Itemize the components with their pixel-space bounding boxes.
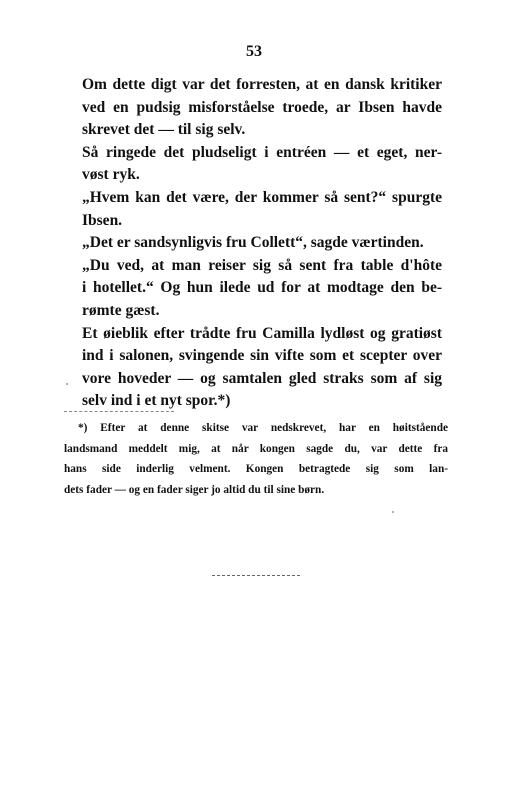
text-line: ved en pudsig misforståelse troede, ar Ibsen havde bbox=[82, 98, 442, 116]
text-line: „Du ved, at man reiser sig så sent fra table d'hôte bbox=[82, 256, 442, 274]
text-line: ind i salonen, svingende sin vifte som et scepter over bbox=[82, 347, 442, 365]
paragraph bbox=[64, 187, 442, 232]
text-line: selv ind i et nyt spor.*) bbox=[82, 392, 231, 410]
footnote-line: hans side inderlig velment. Kongen betragtede sig som lan- bbox=[64, 463, 448, 475]
end-ornament-rule bbox=[212, 575, 300, 576]
body-text bbox=[64, 74, 442, 413]
text-line: „Det er sandsynligvis fru Collett“, sagde værtinden. bbox=[82, 234, 424, 252]
text-line: „Hvem kan det være, der kommer så sent?“ spurgte bbox=[82, 188, 442, 206]
text-line: rømte gæst. bbox=[82, 301, 160, 319]
text-line: vore hoveder — og samtalen gled straks som af sig bbox=[82, 369, 442, 387]
text-line: Om dette digt var det forresten, at en dansk kritiker bbox=[82, 76, 442, 93]
text-line: Så ringede det pludseligt i entréen — et eget, ner- bbox=[82, 143, 442, 161]
text-line: Ibsen. bbox=[82, 211, 123, 229]
footnote-separator bbox=[64, 411, 174, 412]
scan-speck bbox=[392, 511, 394, 513]
scan-speck bbox=[66, 383, 68, 385]
footnote-line: dets fader — og en fader siger jo altid du til sine børn. bbox=[64, 483, 325, 496]
paragraph bbox=[64, 255, 442, 323]
footnote-line: *) Efter at denne skitse var nedskrevet, har en høitstående bbox=[78, 422, 448, 434]
text-line: Et øieblik efter trådte fru Camilla lydløst og gratiøst bbox=[82, 324, 442, 342]
paragraph bbox=[64, 74, 442, 142]
paragraph bbox=[64, 142, 442, 187]
text-line: i hotellet.“ Og hun ilede ud for at modtage den be- bbox=[82, 279, 442, 297]
text-line: skrevet det — til sig selv. bbox=[82, 121, 246, 139]
text-line: vøst ryk. bbox=[82, 166, 140, 184]
page-number: 53 bbox=[246, 43, 262, 60]
paragraph bbox=[64, 323, 442, 413]
paragraph bbox=[64, 232, 442, 255]
footnote-line: landsmand meddelt mig, at når kongen sagde du, var dette fra bbox=[64, 442, 448, 455]
footnote bbox=[64, 418, 448, 500]
